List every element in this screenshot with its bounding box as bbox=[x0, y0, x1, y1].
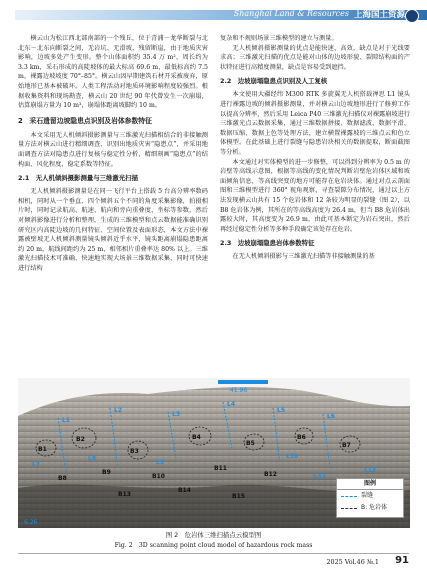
section-2-2-paragraph: 本文使用大疆经纬 M300 RTK 多旋翼无人机搭载禅思 L1 镜头进行裸露边坡的倾斜摄影测量，并对横云山边坡地形进行了修剪工作以提高分辨率，然后采用 Leica P40 三维激光扫描仪对裸露崩坡进行三维激光点云数据采集，通过三维数据拼接、数据滤波、数据平滑、数据压缩、数据上色等处理方法，建立横置裸露坡的三维点云和色立体模型。在此基础上进行裂缝与隐患岩块相关的数据提取，断面截图等分析。 bbox=[220, 91, 410, 156]
label-l9: L9 bbox=[156, 459, 164, 466]
legend-label-crack: 裂缝 bbox=[361, 492, 374, 499]
label-b12: B12 bbox=[264, 471, 277, 478]
legend-item-crack bbox=[337, 490, 403, 502]
label-b11: B11 bbox=[214, 465, 227, 472]
label-l2: L2 bbox=[114, 407, 122, 414]
legend-item-hazard bbox=[337, 502, 403, 514]
comparison-paragraph: 无人机倾斜摄影测量的优点是能快速、高效，缺点是对于光线要求高；三维激光扫描的优点是能对山体的边坡形貌、裂隙结构面的产状特征进行高精度测量，缺点是容易受到遮挡。 bbox=[220, 44, 410, 71]
journal-title-en: Shanghai Land & Resources bbox=[233, 9, 349, 18]
journal-header bbox=[0, 0, 427, 30]
label-l10: L10 bbox=[286, 453, 299, 460]
section-2-1-heading: 2.1 无人机倾斜摄影测量与三维激光扫描 bbox=[18, 174, 138, 183]
label-l3: L3 bbox=[172, 411, 180, 418]
label-l6: L6 bbox=[327, 413, 335, 420]
label-l11: L11 bbox=[314, 473, 327, 480]
issue-number: 2025 Vol.46 №.1 bbox=[326, 558, 379, 566]
journal-logo-icon bbox=[405, 9, 419, 23]
section-2-3-paragraph: 在无人机倾斜摄影与三维激光扫描等非接触测量的基 bbox=[232, 253, 375, 261]
label-b13: B13 bbox=[118, 491, 131, 498]
legend-title: 图例 bbox=[337, 479, 403, 490]
label-l1: L1 bbox=[62, 417, 70, 424]
label-l12: L12 bbox=[364, 467, 377, 474]
journal-title-cn: 上海国土资源 bbox=[353, 10, 405, 20]
label-b15: B15 bbox=[232, 493, 245, 500]
elevation-top-label: 41.96 bbox=[230, 387, 248, 394]
label-l5: L5 bbox=[277, 407, 285, 414]
elevation-bottom-label: 6.26 bbox=[24, 519, 38, 526]
label-b8: B8 bbox=[58, 475, 67, 482]
label-b5: B5 bbox=[246, 440, 255, 447]
hazard-zone-icon bbox=[341, 508, 357, 509]
figure-caption-en: Fig. 2 3D scanning point cloud model of hazardous rock mass bbox=[114, 542, 313, 549]
section-2-3-heading: 2.3 边坡崩塌隐患岩体参数特征 bbox=[220, 239, 315, 248]
right-column bbox=[220, 34, 410, 262]
label-b7: B7 bbox=[342, 442, 351, 449]
section-2-1-paragraph: 无人机倾斜摄影测量是在同一飞行平台上搭载 5 台高分辨率数码相机，同时从一个垂直、四个倾斜五个不同的角度采集影像，拍摄相片时，同时记录航高、航速、航向和旁向重叠度、坐标等参数，然后对倾斜影像进行分析和整理，生成的三维模型和点云数据能准确识别研究区内高陡边坡的几何特征、空间位置及表面形态，本文方法中裸露被壁坡无人机倾斜测量镜头倾斜近乎水平，镜头距离崩塌隐患距离约 20 m，航线间距约为 25 m，相邻相片重叠率达 80% 以上。三维激光扫描技术可准确、快速地实现大场景三维数据采集，同时可快速进行结构 bbox=[18, 188, 208, 272]
crack-line-icon bbox=[341, 496, 357, 497]
label-b14: B14 bbox=[178, 487, 191, 494]
section-2-paragraph: 本文采用无人机倾斜摄影测量与三维激光扫描相结合的非接触测量方法对横云山进行精细调查，识别出地质灾害“隐患点”，并采用地面调查方法对隐患点进行复核与稳定性分析，精细刻画“隐患点”的结构面、风化程度、稳定系数等特征。 bbox=[18, 131, 208, 168]
continued-paragraph: 复杂和不规则场景三维模型的建立与测量。 bbox=[220, 35, 338, 42]
label-b6: B6 bbox=[297, 434, 306, 441]
intro-paragraph: 横云山为松江西北部南部的一个残丘，位于青浦－龙华断裂与北北东－北东向断裂之间，无岩坑、无滑坡，残留断崖，由于地质灾害影响，边坡多处产生变形。整个山体面积约 35.4 万 m²，周长约为 3.3 km，采石形成的高陡坡体的最大标高 69.6 m，最低标高约 7.5 m，裸露边坡坡度 70°–85°。横云山因早期建筑石材开采被废弃，原始地形已基本被破坏。人类工程活动对地质环境影响程度较强烈。根据收集资料和现场勘查，横云山 20 世纪 90 年代曾发生一次崩塌，估算崩塌方量为 10 m³，崩塌体距离坡脚约 10 m。 bbox=[18, 35, 208, 110]
footer-rule bbox=[18, 553, 409, 554]
point-cloud-figure bbox=[18, 378, 410, 528]
section-2-heading: 2 采石遗留边坡隐患点识别及岩体参数特征 bbox=[18, 116, 152, 125]
page-number: 91 bbox=[395, 555, 409, 566]
label-b4: B4 bbox=[192, 434, 201, 441]
label-b10: B10 bbox=[152, 473, 165, 480]
figure-legend bbox=[336, 478, 404, 518]
section-2-2-paragraph-2: 本文通过对实体模型的进一步修整，可以得到分辨率为 0.5 m 的岩壁等高线示意图，根据等高线的变化情况判断岩壁危岩体区域和坡面倾角信息，等高线突变的地方可能存在危岩块体。通过对点云剖面图和三维模型进行 360° 视角观察，寻查裂隙分布情况，通过以上方法发现横云山共有 15 个危岩体和 12 条较为明显的裂缝（图 2），以 B8 危岩体为例，其所在的等高线高度为 26.4 m，但当 B8 危岩体出露较大时，其高度变为 26.9 m，由此可基本断定为岩石突出，然后再经过稳定性分析等多种手段确定该处存在危岩。 bbox=[220, 158, 410, 233]
left-column bbox=[18, 34, 208, 273]
label-l8: L8 bbox=[88, 455, 96, 462]
figure-caption-cn: 图 2 危岩体三维扫描点云模型图 bbox=[165, 531, 262, 539]
legend-label-hazard: B: 危岩体 bbox=[361, 504, 388, 511]
label-b2: B2 bbox=[76, 436, 85, 443]
label-b9: B9 bbox=[102, 469, 111, 476]
section-2-2-heading: 2.2 边坡崩塌隐患点识别及人工复核 bbox=[220, 77, 328, 86]
label-b1: B1 bbox=[38, 446, 47, 453]
label-l7: L7 bbox=[32, 461, 40, 468]
label-l4: L4 bbox=[227, 401, 235, 408]
label-b3: B3 bbox=[130, 448, 139, 455]
